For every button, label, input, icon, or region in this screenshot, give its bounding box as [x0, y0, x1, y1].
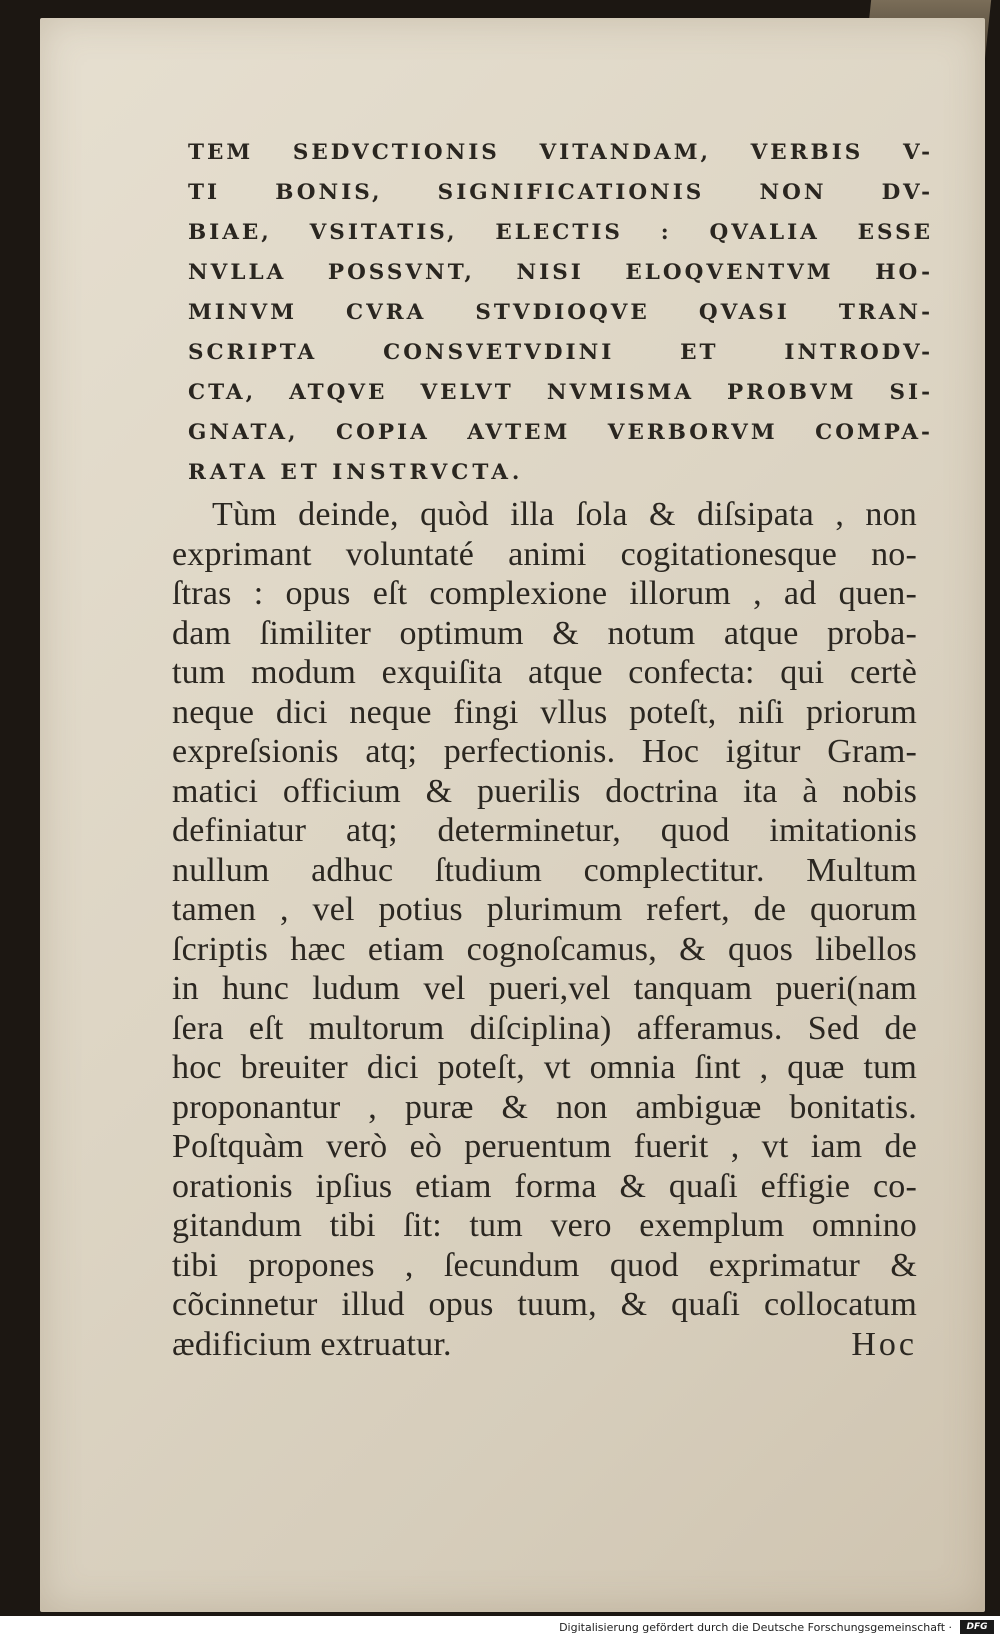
digitization-footer [0, 1616, 1000, 1639]
caps-line: MINVM CVRA STVDIOQVE QVASI TRAN- [188, 300, 933, 325]
body-line: in hunc ludum vel pueri,vel tanquam pueri(nam [172, 970, 917, 1007]
caps-line: RATA ET INSTRVCTA. [188, 460, 524, 485]
body-line: cõcinnetur illud opus tuum, & quaſi collocatum [172, 1286, 917, 1323]
body-line: hoc breuiter dici poteſt, vt omnia ſint , quæ tum [172, 1049, 917, 1086]
body-line: nullum adhuc ſtudium complectitur. Multum [172, 851, 917, 889]
body-line: definiatur atq; determinetur, quod imitationis [172, 812, 917, 849]
body-line: expreſsionis atq; perfectionis. Hoc igitur Gram- [172, 733, 917, 770]
body-line: proponantur , puræ & non ambiguæ bonitatis. [172, 1088, 917, 1126]
body-line: tibi propones , ſecundum quod exprimatur & [172, 1246, 917, 1284]
body-line: exprimant voluntaté animi cogitationesque no- [172, 535, 917, 573]
catchword: Hoc [851, 1326, 917, 1363]
body-line: orationis ipſius etiam forma & quaſi effigie co- [172, 1167, 917, 1205]
footer-credit: Digitalisierung gefördert durch die Deutsche Forschungsgemeinschaft · [559, 1621, 952, 1634]
body-line: tum modum exquiſita atque confecta: qui certè [172, 654, 917, 691]
caps-line: CTA, ATQVE VELVT NVMISMA PROBVM SI- [188, 380, 933, 405]
last-line-row [172, 1325, 917, 1365]
body-line: Tùm deinde, quòd illa ſola & diſsipata , non [212, 496, 917, 533]
body-line: gitandum tibi ſit: tum vero exemplum omnino [172, 1207, 917, 1244]
caps-line: SCRIPTA CONSVETVDINI ET INTRODV- [188, 340, 933, 365]
body-line: Poſtquàm verò eò peruentum fuerit , vt iam de [172, 1128, 917, 1165]
dfg-logo-icon: DFG [960, 1620, 994, 1634]
caps-line: TEM SEDVCTIONIS VITANDAM, VERBIS V- [188, 140, 933, 165]
body-paragraph [172, 495, 917, 1364]
body-line: ſtras : opus eſt complexione illorum , ad quen- [172, 575, 917, 612]
body-line: dam ſimiliter optimum & notum atque proba- [172, 614, 917, 652]
body-line: ædificium extruatur. [172, 1325, 452, 1363]
caps-line: TI BONIS, SIGNIFICATIONIS NON DV- [188, 180, 933, 205]
body-line: ſera eſt multorum diſciplina) afferamus. Sed de [172, 1009, 917, 1047]
body-line: neque dici neque fingi vllus poteſt, niſi priorum [172, 693, 917, 731]
caps-line: GNATA, COPIA AVTEM VERBORVM COMPA- [188, 420, 933, 445]
caps-line: NVLLA POSSVNT, NISI ELOQVENTVM HO- [188, 260, 933, 285]
body-line: ſcriptis hæc etiam cognoſcamus, & quos libellos [172, 930, 917, 968]
body-line: matici officium & puerilis doctrina ita à nobis [172, 772, 917, 810]
body-line: tamen , vel potius plurimum refert, de quorum [172, 891, 917, 928]
caps-line: BIAE, VSITATIS, ELECTIS : QVALIA ESSE [188, 220, 933, 245]
capitals-passage [188, 133, 933, 493]
